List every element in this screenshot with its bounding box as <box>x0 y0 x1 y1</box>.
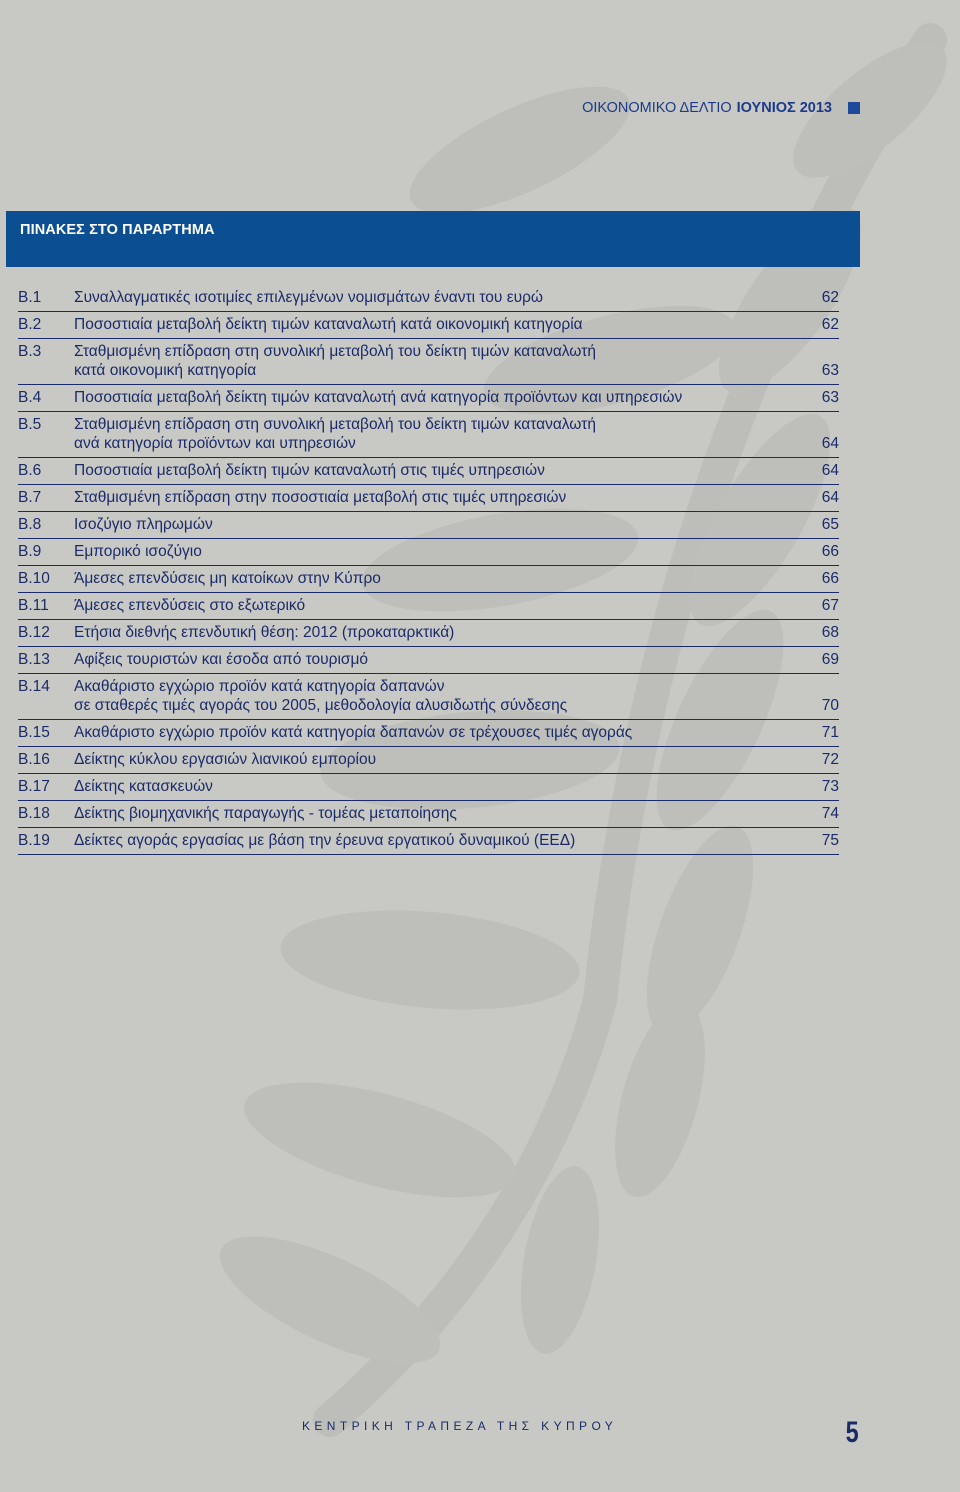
toc-label-line: Ποσοστιαία μεταβολή δείκτη τιμών καταναλωτή κατά οικονομική κατηγορία <box>74 316 583 333</box>
header-square-icon <box>848 102 860 114</box>
toc-page-number: 64 <box>821 462 839 479</box>
toc-code: Β.6 <box>18 462 42 479</box>
toc-label-line: Σταθμισμένη επίδραση στη συνολική μεταβολή του δείκτη τιμών καταναλωτή <box>74 343 596 360</box>
toc-label-line: Σταθμισμένη επίδραση στην ποσοστιαία μεταβολή στις τιμές υπηρεσιών <box>74 489 567 506</box>
toc-page-number: 66 <box>821 543 839 560</box>
toc-label <box>74 288 789 307</box>
toc-page-number: 64 <box>821 435 839 452</box>
toc-code: Β.4 <box>18 389 42 406</box>
toc-label-line: Αφίξεις τουριστών και έσοδα από τουρισμό <box>74 651 369 668</box>
toc-code: Β.3 <box>18 343 42 360</box>
toc-code: Β.10 <box>18 570 50 587</box>
toc-row[interactable] <box>18 747 839 774</box>
toc-page-number: 69 <box>821 651 839 668</box>
toc-page-number: 63 <box>821 389 839 406</box>
toc-label-line: Εμπορικό ισοζύγιο <box>74 543 202 560</box>
toc-page-number: 74 <box>821 805 839 822</box>
toc-label-line: Άμεσες επενδύσεις μη κατοίκων στην Κύπρο <box>74 570 381 587</box>
toc-row[interactable] <box>18 339 839 385</box>
toc-label-line: σε σταθερές τιμές αγοράς του 2005, μεθοδολογία αλυσιδωτής σύνδεσης <box>74 697 568 714</box>
toc-label-line: κατά οικονομική κατηγορία <box>74 362 257 379</box>
toc-label <box>74 677 789 715</box>
toc-label-line: Ποσοστιαία μεταβολή δείκτη τιμών καταναλωτή στις τιμές υπηρεσιών <box>74 462 545 479</box>
toc-row[interactable] <box>18 593 839 620</box>
toc-code: Β.17 <box>18 778 50 795</box>
page-header <box>582 100 860 116</box>
toc-code: Β.1 <box>18 289 42 306</box>
footer-page-number: 5 <box>845 1416 859 1449</box>
toc-label-line: Συναλλαγματικές ισοτιμίες επιλεγμένων νομισμάτων έναντι του ευρώ <box>74 289 544 306</box>
toc-code: Β.8 <box>18 516 42 533</box>
section-title: ΠΙΝΑΚΕΣ ΣΤΟ ΠΑΡΑΡΤΗΜΑ <box>20 222 215 238</box>
toc-page-number: 73 <box>821 778 839 795</box>
toc-page-number: 72 <box>821 751 839 768</box>
toc-label-line: Άμεσες επενδύσεις στο εξωτερικό <box>74 597 306 614</box>
toc-code: Β.5 <box>18 416 42 433</box>
toc-page-number: 70 <box>821 697 839 714</box>
toc-page-number: 62 <box>821 289 839 306</box>
toc-label <box>74 569 789 588</box>
toc-label <box>74 804 789 823</box>
toc-label-line: Δείκτης βιομηχανικής παραγωγής - τομέας μεταποίησης <box>74 805 457 822</box>
toc-code: Β.2 <box>18 316 42 333</box>
toc-code: Β.16 <box>18 751 50 768</box>
toc-label <box>74 415 789 453</box>
toc-label-line: Ακαθάριστο εγχώριο προϊόν κατά κατηγορία δαπανών σε τρέχουσες τιμές αγοράς <box>74 724 633 741</box>
toc-label <box>74 723 789 742</box>
toc-row[interactable] <box>18 458 839 485</box>
toc-label-line: Ισοζύγιο πληρωμών <box>74 516 213 533</box>
toc-label <box>74 388 789 407</box>
toc-page-number: 66 <box>821 570 839 587</box>
toc-page-number: 62 <box>821 316 839 333</box>
toc-code: Β.14 <box>18 678 50 695</box>
toc-label-line: Σταθμισμένη επίδραση στη συνολική μεταβολή του δείκτη τιμών καταναλωτή <box>74 416 596 433</box>
toc-row[interactable] <box>18 620 839 647</box>
toc-label <box>74 750 789 769</box>
toc-label <box>74 650 789 669</box>
toc-label-line: Ποσοστιαία μεταβολή δείκτη τιμών καταναλωτή ανά κατηγορία προϊόντων και υπηρεσιών <box>74 389 683 406</box>
toc-code: Β.15 <box>18 724 50 741</box>
toc-page-number: 71 <box>821 724 839 741</box>
toc-label-line: Δείκτες αγοράς εργασίας με βάση την έρευνα εργατικού δυναμικού (ΕΕΔ) <box>74 832 576 849</box>
toc-row[interactable] <box>18 674 839 720</box>
toc-code: Β.18 <box>18 805 50 822</box>
table-of-contents <box>18 285 839 855</box>
toc-label <box>74 515 789 534</box>
toc-row[interactable] <box>18 485 839 512</box>
toc-label <box>74 831 789 850</box>
toc-row[interactable] <box>18 285 839 312</box>
toc-label <box>74 596 789 615</box>
toc-label <box>74 342 789 380</box>
toc-label-line: Ετήσια διεθνής επενδυτική θέση: 2012 (προκαταρκτικά) <box>74 624 455 641</box>
header-issue: ΙΟΥΝΙΟΣ 2013 <box>736 100 832 116</box>
header-title: ΟΙΚΟΝΟΜΙΚΟ ΔΕΛΤΙΟ <box>582 100 732 116</box>
toc-page-number: 67 <box>821 597 839 614</box>
toc-row[interactable] <box>18 385 839 412</box>
toc-page-number: 63 <box>821 362 839 379</box>
toc-label-line: Δείκτης κατασκευών <box>74 778 213 795</box>
toc-label-line: Ακαθάριστο εγχώριο προϊόν κατά κατηγορία δαπανών <box>74 678 445 695</box>
toc-code: Β.12 <box>18 624 50 641</box>
toc-row[interactable] <box>18 566 839 593</box>
toc-label <box>74 488 789 507</box>
toc-row[interactable] <box>18 312 839 339</box>
toc-label <box>74 315 789 334</box>
toc-label <box>74 461 789 480</box>
toc-label <box>74 777 789 796</box>
toc-code: Β.13 <box>18 651 50 668</box>
section-banner <box>6 211 860 267</box>
footer-bank-name: ΚΕΝΤΡΙΚΗ ΤΡΑΠΕΖΑ ΤΗΣ ΚΥΠΡΟΥ <box>302 1419 618 1433</box>
toc-row[interactable] <box>18 647 839 674</box>
toc-code: Β.11 <box>18 597 49 614</box>
toc-row[interactable] <box>18 774 839 801</box>
toc-page-number: 65 <box>821 516 839 533</box>
toc-label-line: ανά κατηγορία προϊόντων και υπηρεσιών <box>74 435 356 452</box>
toc-page-number: 75 <box>821 832 839 849</box>
toc-code: Β.9 <box>18 543 42 560</box>
toc-label <box>74 542 789 561</box>
toc-page-number: 68 <box>821 624 839 641</box>
toc-row[interactable] <box>18 539 839 566</box>
toc-page-number: 64 <box>821 489 839 506</box>
toc-label <box>74 623 789 642</box>
toc-code: Β.19 <box>18 832 50 849</box>
toc-row[interactable] <box>18 801 839 828</box>
toc-row[interactable] <box>18 720 839 747</box>
toc-label-line: Δείκτης κύκλου εργασιών λιανικού εμπορίου <box>74 751 377 768</box>
toc-code: Β.7 <box>18 489 42 506</box>
toc-row[interactable] <box>18 412 839 458</box>
toc-row[interactable] <box>18 512 839 539</box>
toc-row[interactable] <box>18 828 839 855</box>
